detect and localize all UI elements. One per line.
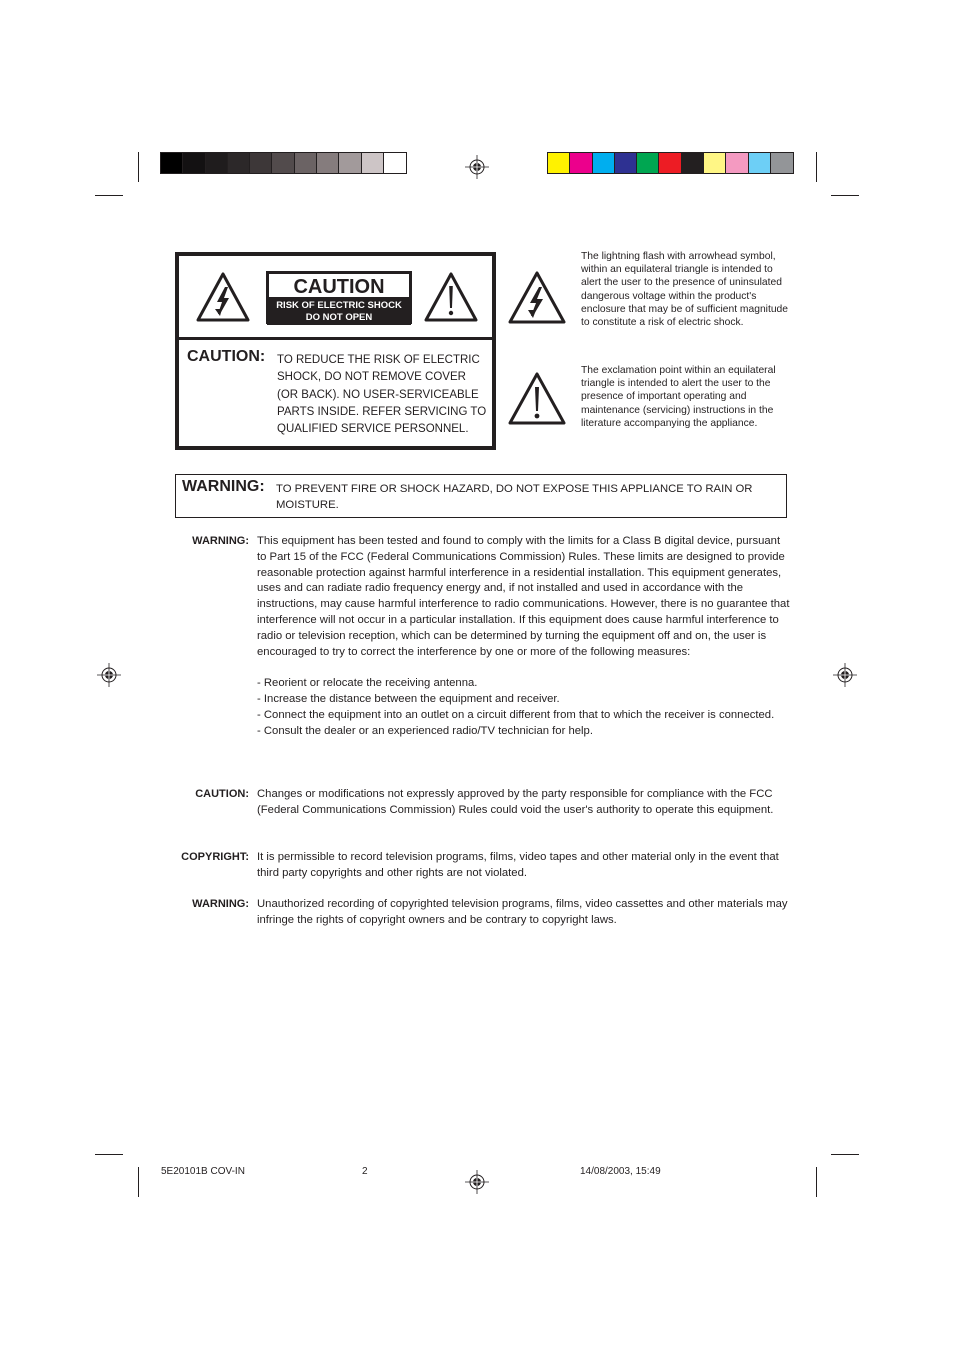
warning-heading: WARNING:: [182, 478, 265, 495]
lightning-warning-icon: [506, 270, 568, 326]
color-swatch: [295, 153, 317, 173]
exclamation-warning-icon: [506, 371, 568, 427]
list-item: - Consult the dealer or an experienced radio/TV technician for help.: [257, 724, 593, 737]
registration-mark-icon: [833, 663, 857, 687]
caution-line: QUALIFIED SERVICE PERSONNEL.: [277, 423, 469, 436]
list-item: - Reorient or relocate the receiving antenna.: [257, 677, 478, 690]
color-swatch: [570, 153, 592, 173]
warning-text: TO PREVENT FIRE OR SHOCK HAZARD, DO NOT EXPOSE THIS APPLIANCE TO RAIN OR MOISTURE.: [276, 483, 753, 511]
footer-timestamp: 14/08/2003, 15:49: [580, 1166, 661, 1177]
copyright-warning-notice: [170, 897, 790, 929]
crop-mark: [831, 1154, 859, 1155]
notice-label: COPYRIGHT:: [181, 851, 249, 863]
registration-mark-icon: [465, 1170, 489, 1194]
crop-mark: [95, 1154, 123, 1155]
caution-line: TO REDUCE THE RISK OF ELECTRIC: [277, 354, 480, 366]
color-swatch: [637, 153, 659, 173]
crop-mark: [816, 152, 817, 182]
crop-mark: [831, 195, 859, 196]
notice-label: CAUTION:: [195, 788, 249, 800]
crop-mark: [138, 1167, 139, 1197]
registration-mark-icon: [465, 155, 489, 179]
copyright-notice: [170, 850, 790, 882]
exclamation-symbol-description: The exclamation point within an equilateral triangle is intended to alert the user to the presence of important operating and maintenance (servicing) instructions in the literature accompanying the appliance.: [581, 365, 776, 429]
warning-box: [175, 474, 787, 518]
list-item: - Increase the distance between the equipment and receiver.: [257, 692, 560, 705]
color-swatch: [682, 153, 704, 173]
caution-line: PARTS INSIDE. REFER SERVICING TO: [277, 405, 487, 418]
crop-mark: [138, 152, 139, 182]
notice-label: WARNING:: [192, 898, 249, 910]
list-item: - Connect the equipment into an outlet on a circuit different from that to which the receiver is connected.: [257, 708, 775, 721]
caution-box-divider: [179, 337, 492, 340]
notice-text: Changes or modifications not expressly approved by the party responsible for compliance with the FCC (Federal Communications Commission) Rules could void the user's authority to operate this equipment.: [257, 788, 774, 816]
color-swatch: [384, 153, 406, 173]
color-swatch: [228, 153, 250, 173]
fcc-warning-notice: [170, 534, 790, 739]
lightning-symbol-description: The lightning flash with arrowhead symbol, within an equilateral triangle is intended to alert the user to the presence of uninsulated dangerous voltage within the product's enclosure that may be of sufficient magnitude to constitute a risk of electric shock.: [581, 251, 789, 329]
footer-page-number: 2: [362, 1166, 368, 1177]
caution-line: SHOCK, DO NOT REMOVE COVER: [277, 371, 466, 384]
caution-label-subtitle: [267, 299, 411, 325]
caution-line: (OR BACK). NO USER-SERVICEABLE: [277, 388, 479, 401]
color-swatch: [183, 153, 205, 173]
color-swatch: [317, 153, 339, 173]
color-swatch: [593, 153, 615, 173]
exclamation-warning-icon: [423, 271, 479, 323]
caution-text: [277, 352, 495, 438]
color-swatch: [615, 153, 637, 173]
color-swatch: [339, 153, 361, 173]
color-swatch: [250, 153, 272, 173]
caution-notice: [170, 787, 790, 819]
fcc-measures-list: [257, 676, 790, 739]
color-swatch: [272, 153, 294, 173]
notice-text: This equipment has been tested and found to comply with the limits for a Class B digital device, pursuant to Part 15 of the FCC (Federal Communications Commission) Rules. These limits are designed to provide reasonable protection against harmful interference in a residential installation. This equipment generates, uses and can radiate radio frequency energy and, if not installed and used in accordance with the instructions, may cause harmful interference to radio communications. However, there is no guarantee that interference will not occur in a particular installation. If this equipment does cause harmful interference to radio or television reception, which can be determined by turning the equipment off and on, the user is encouraged to try to correct the interference by one or more of the following measures:: [257, 535, 790, 658]
crop-mark: [816, 1167, 817, 1197]
color-swatch: [206, 153, 228, 173]
color-swatch: [749, 153, 771, 173]
caution-label-line: RISK OF ELECTRIC SHOCK: [276, 300, 402, 311]
crop-mark: [95, 195, 123, 196]
color-swatch: [704, 153, 726, 173]
notice-text: Unauthorized recording of copyrighted television programs, films, video cassettes and other materials may infringe the rights of copyright owners and be contrary to copyright laws.: [257, 898, 788, 926]
process-color-bar: [547, 152, 794, 174]
color-swatch: [548, 153, 570, 173]
caution-box: [175, 252, 496, 450]
caution-label-title: CAUTION: [267, 272, 411, 299]
notice-text: It is permissible to record television programs, films, video tapes and other material only in the event that third party copyrights and other rights are not violated.: [257, 851, 779, 879]
lightning-warning-icon: [195, 271, 251, 323]
caution-heading: CAUTION:: [187, 348, 266, 365]
caution-label-line: DO NOT OPEN: [305, 312, 373, 323]
registration-mark-icon: [97, 663, 121, 687]
caution-label: [266, 271, 412, 324]
footer-file-name: 5E20101B COV-IN: [161, 1166, 245, 1177]
color-swatch: [771, 153, 793, 173]
grayscale-color-bar: [160, 152, 407, 174]
color-swatch: [161, 153, 183, 173]
color-swatch: [362, 153, 384, 173]
color-swatch: [726, 153, 748, 173]
notice-label: WARNING:: [192, 535, 249, 547]
color-swatch: [659, 153, 681, 173]
